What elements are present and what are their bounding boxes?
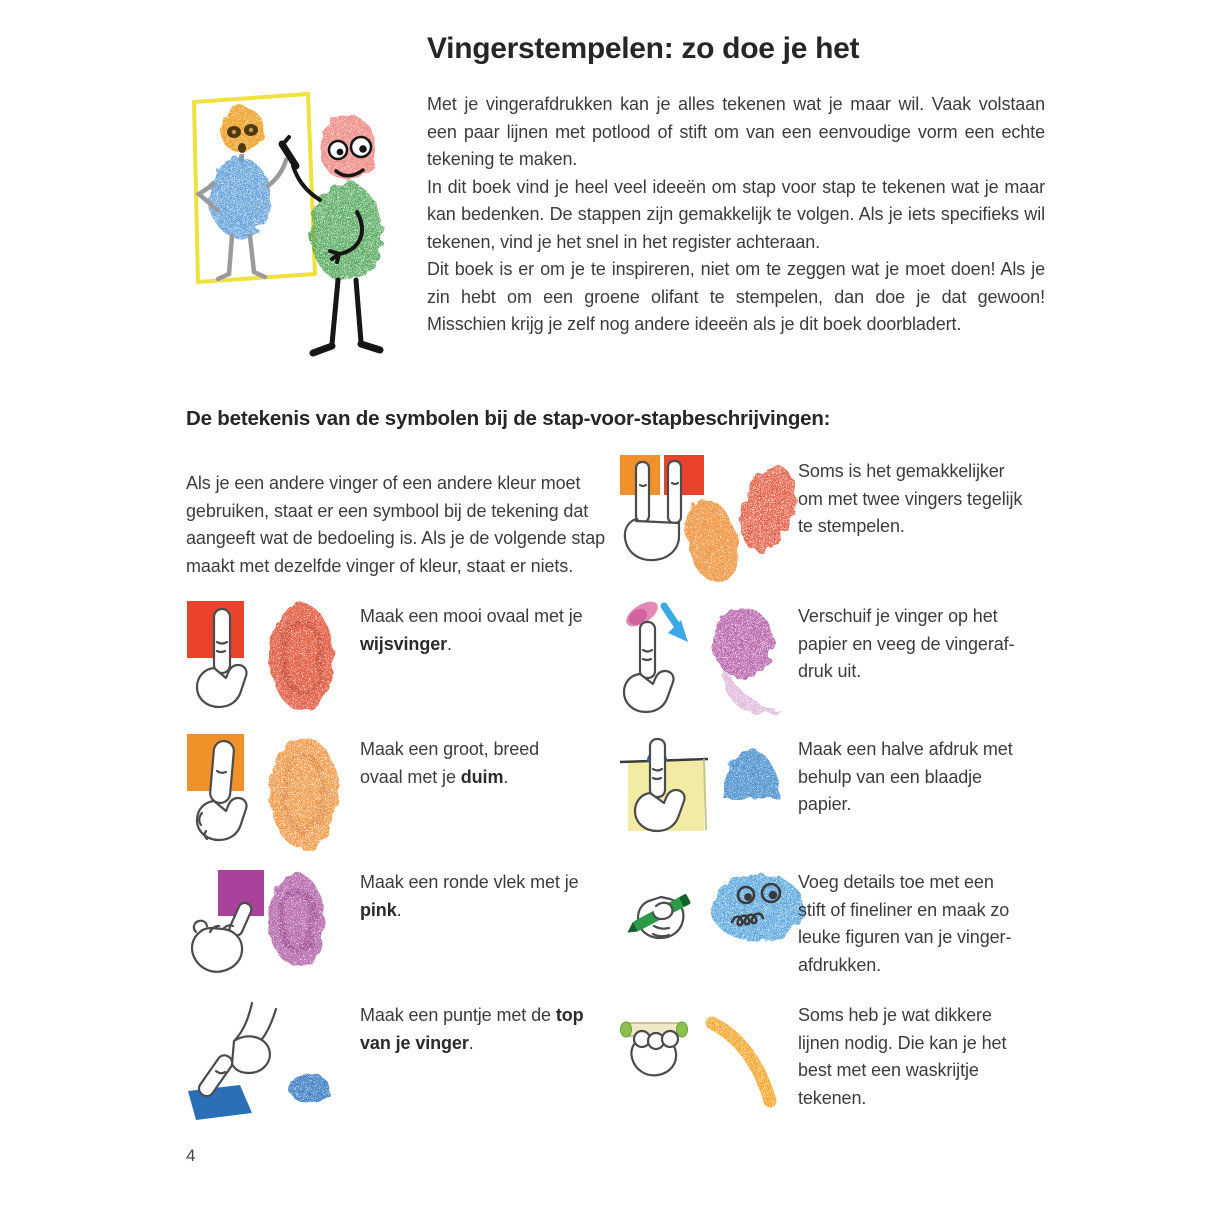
step-waskrijtje (620, 997, 1050, 1130)
page-title: Vingerstempelen: zo doe je het (427, 32, 860, 65)
step-text: Voeg details toe met een stift of fineliner en maak zo leuke figuren van je vingerafdrukken. (798, 872, 1012, 975)
intro-paragraph: Dit boek is er om je te inspireren, niet om te zeggen wat je moet doen! Als je zin hebt om een groene olifant te stempelen, dan doe je dat gewoon! Misschien krijg je zelf nog andere ideeën als je dit boek doorbladert. (427, 259, 1045, 334)
blue-fingerprint-monster-face (708, 868, 810, 948)
orange-red-fingerprints (682, 461, 802, 589)
paper-mask-finger-icon (620, 731, 716, 847)
step-text: Maak een ronde vlek met je pink. (360, 872, 579, 920)
purple-fingerprint (264, 870, 330, 970)
step-text: Maak een halve afdruk met behulp van een blaadje papier. (798, 739, 1013, 814)
orange-fingerprint (264, 733, 344, 855)
page-number: 4 (186, 1146, 196, 1165)
step-text: Soms is het gemakkelijker om met twee vingers tegelijk te stempelen. (798, 461, 1023, 536)
step-text: Maak een groot, breed ovaal met je duim. (360, 739, 540, 787)
fingertip-blue-pad-icon (186, 999, 284, 1123)
blue-half-fingerprint (720, 745, 786, 803)
intro-paragraph: Met je vingerafdrukken kan je alles tekenen wat je maar wil. Vaak volstaan een paar lijnen met potlood of stift om van een eenvoudige vorm een echte tekening te maken. (427, 94, 1045, 169)
step-duim (186, 731, 616, 864)
blue-dot-fingerprint (286, 1071, 336, 1109)
symbols-description: Als je een andere vinger of een andere kleur moet gebruiken, staat er een symbool bij de tekening dat aangeeft wat de bedoeling is. Als je de volgende stap maakt met dezelfde vinger of kleur, staat er niets. (186, 473, 606, 576)
step-wijsvinger (186, 598, 616, 731)
intro-text (427, 91, 1045, 339)
step-paper-mask (620, 731, 1050, 864)
step-two-fingers (620, 453, 1050, 593)
step-vingertop (186, 997, 616, 1130)
index-finger-red-square-icon (186, 600, 260, 720)
intro-paragraph: In dit boek vind je heel veel ideeën om stap voor stap te tekenen wat je maar kan bedenken. De stappen zijn gemakkelijk te volgen. Als je iets specifieks wil tekenen, vind je het snel in het register achteraan. (427, 176, 1045, 252)
step-text: Maak een puntje met de top van je vinger. (360, 1005, 584, 1053)
fingerprint-people-illustration (180, 86, 412, 374)
pinky-purple-square-icon (186, 866, 268, 984)
symbols-heading: De betekenis van de symbolen bij de stap-voor-stapbeschrijvingen: (186, 407, 831, 430)
fineliner-pen-hand-icon (620, 868, 710, 958)
step-pink (186, 864, 616, 997)
step-smudge (620, 598, 1050, 731)
step-text: Maak een mooi ovaal met je wijsvinger. (360, 606, 583, 654)
smudge-finger-arrow-icon (620, 598, 706, 716)
step-text: Soms heb je wat dikkere lijnen nodig. Die kan je het best met een waskrijtje tekenen. (798, 1005, 1007, 1108)
step-text: Verschuif je vinger op het papier en veeg de vingerafdruk uit. (798, 606, 1015, 681)
red-fingerprint (264, 600, 340, 716)
thumb-orange-square-icon (186, 733, 260, 853)
orange-crayon-stroke (700, 1015, 808, 1113)
wax-crayon-hand-icon (620, 1003, 698, 1093)
step-fineliner (620, 864, 1050, 997)
